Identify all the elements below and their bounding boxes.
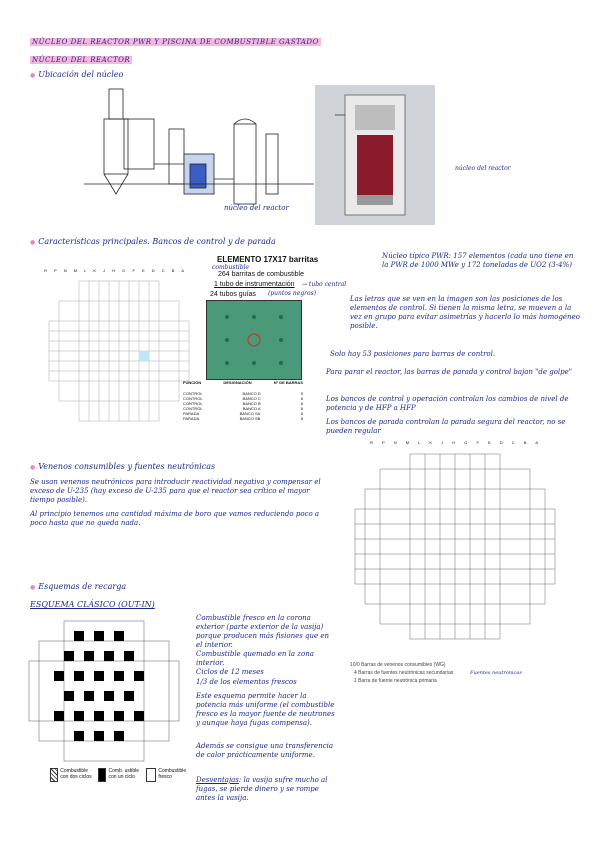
map2-hand-note: Fuentes neutrónicas (470, 670, 522, 676)
page-title: NÚCLEO DEL REACTOR PWR Y PISCINA DE COMBUSTIBLE GASTADO (32, 38, 319, 46)
element-line1: 264 barritas de combustible (218, 271, 304, 278)
map2-legend-2: 4 Barras de fuentes neutrónicas secundarias (354, 670, 454, 676)
recarga-paragraph-2: Además se consigue una transferencia de calor prácticamente uniforme. (196, 742, 334, 759)
note-bancos-parada: Los bancos de parada controlan la parada segura del reactor, no se pueden regular (326, 418, 566, 435)
map2-legend-1: 10/0 Barras de venenos consumibles (WG) (350, 662, 446, 668)
table-row: CONTROL BANCO A 8 (183, 406, 303, 411)
element-line3-hand: (puntos negros) (268, 290, 317, 297)
recarga-note-1: Combustible fresco en la corona exterior (parte exterior de la vasija) porque producen más fisiones que en el interior. (196, 614, 330, 649)
loading-pattern-figure (24, 616, 184, 766)
element-handnote: combustible (212, 264, 250, 271)
legend-one-cycle: Comb. ustible con un ciclo (98, 768, 140, 782)
table-row: PARADA BANCO SB 8 (183, 416, 303, 421)
note-bancos-control: Los bancos de control y operación controlan los cambios de nivel de potencia y de HFP a HFP (326, 395, 569, 412)
recarga-note-3: Ciclos de 12 meses (196, 668, 264, 676)
core-control-map (44, 268, 194, 428)
element-line3: 24 tubos guías (210, 291, 256, 298)
bank-col-function: FUNCIÓN (183, 380, 202, 385)
bank-col-count: Nº DE BARRAS (273, 380, 303, 385)
table-row: PARADA BANCO SA 8 (183, 411, 303, 416)
esquema-clasico-title: ESQUEMA CLÁSICO (OUT-IN) (30, 600, 155, 609)
note-53-posiciones: Solo hay 53 posiciones para barras de control. (330, 350, 496, 358)
reactor-schematic-figure (84, 84, 314, 224)
element-line2-arrow: → tubo central (302, 281, 347, 288)
note-nucleo-tipico: Núcleo típico PWR: 157 elementos (cada uno tiene en la PWR de 1000 MWe y 172 toneladas de UO2 (3-4%) (382, 252, 574, 269)
legend-swatch (98, 768, 106, 782)
element-line2: 1 tubo de instrumentación (214, 281, 295, 288)
legend-two-cycles: Combustible con dos ciclos (50, 768, 92, 782)
recarga-paragraph-1: Este esquema permite hacer la potencia más uniforme (el combustible fresco es la mayor fuente de neutrones y aunque haya fugas compensa). (196, 692, 335, 727)
section-venenos: ● Venenos consumibles y fuentes neutrónicas (30, 462, 215, 471)
recarga-note-4: 1/3 de los elementos frescos (196, 678, 297, 686)
note-parar: Para parar el reactor, las barras de parada y control bajan "de golpe" (326, 368, 573, 376)
figure1-label: núcleo del reactor (224, 204, 289, 212)
desventajas-text: : la vasija sufre mucho al fugas, se pierde dinero y se rompe antes la vasija. (196, 776, 328, 802)
legend-fresh: Combustible fresco (146, 768, 188, 782)
core-map-letters: R P N M L K J H G F E D C B A (44, 268, 188, 273)
section-esquemas: ● Esquemas de recarga (30, 582, 126, 591)
fuel-assembly-grid (206, 300, 302, 380)
table-row: CONTROL BANCO C 8 (183, 396, 303, 401)
bank-col-designation: DESIGNACIÓN (223, 380, 252, 385)
figure2-label: núcleo del reactor (455, 165, 511, 172)
legend-swatch (146, 768, 156, 782)
recarga-note-2: Combustible quemado en la zona interior. (196, 650, 314, 667)
bank-table (183, 380, 303, 421)
section-ubicacion: ● Ubicación del núcleo (30, 70, 123, 79)
note-letras: Las letras que se ven en la imagen son las posiciones de los elementos de control. Si tienen la misma letra, se mueven a la vez en grupo para evitar asimetrías y hacerlo lo más homogéneo posible. (350, 295, 580, 330)
core-map2-letters: R P N M L K J H G F E D C B A (370, 440, 543, 445)
core-photo-figure (315, 85, 435, 225)
core-poison-map (350, 440, 560, 660)
legend-swatch (50, 768, 58, 782)
page-subtitle: NÚCLEO DEL REACTOR (32, 56, 131, 64)
table-row: CONTROL BANCO B 8 (183, 401, 303, 406)
element-title: ELEMENTO 17X17 barritas (217, 255, 319, 264)
recarga-desventajas (196, 776, 336, 803)
desventajas-label: Desventajas (196, 776, 239, 784)
table-row: CONTROL BANCO D 5 (183, 391, 303, 396)
venenos-paragraph-1: Se usan venenos neutrónicos para introducir reactividad negativa y compensar el exceso de U-235 (hay exceso de U-235 para que el reactor sea crítico el mayor tiempo posible). (30, 478, 321, 504)
section-caracteristicas: ● Características principales. Bancos de control y de parada (30, 237, 276, 246)
venenos-paragraph-2: Al principio tenemos una cantidad máxima de boro que vamos reduciendo poco a poco hasta que no queda nada. (30, 510, 320, 527)
loading-legend (50, 768, 188, 782)
map2-legend-3: 1 Barra de fuente neutrónica primaria (354, 678, 437, 684)
